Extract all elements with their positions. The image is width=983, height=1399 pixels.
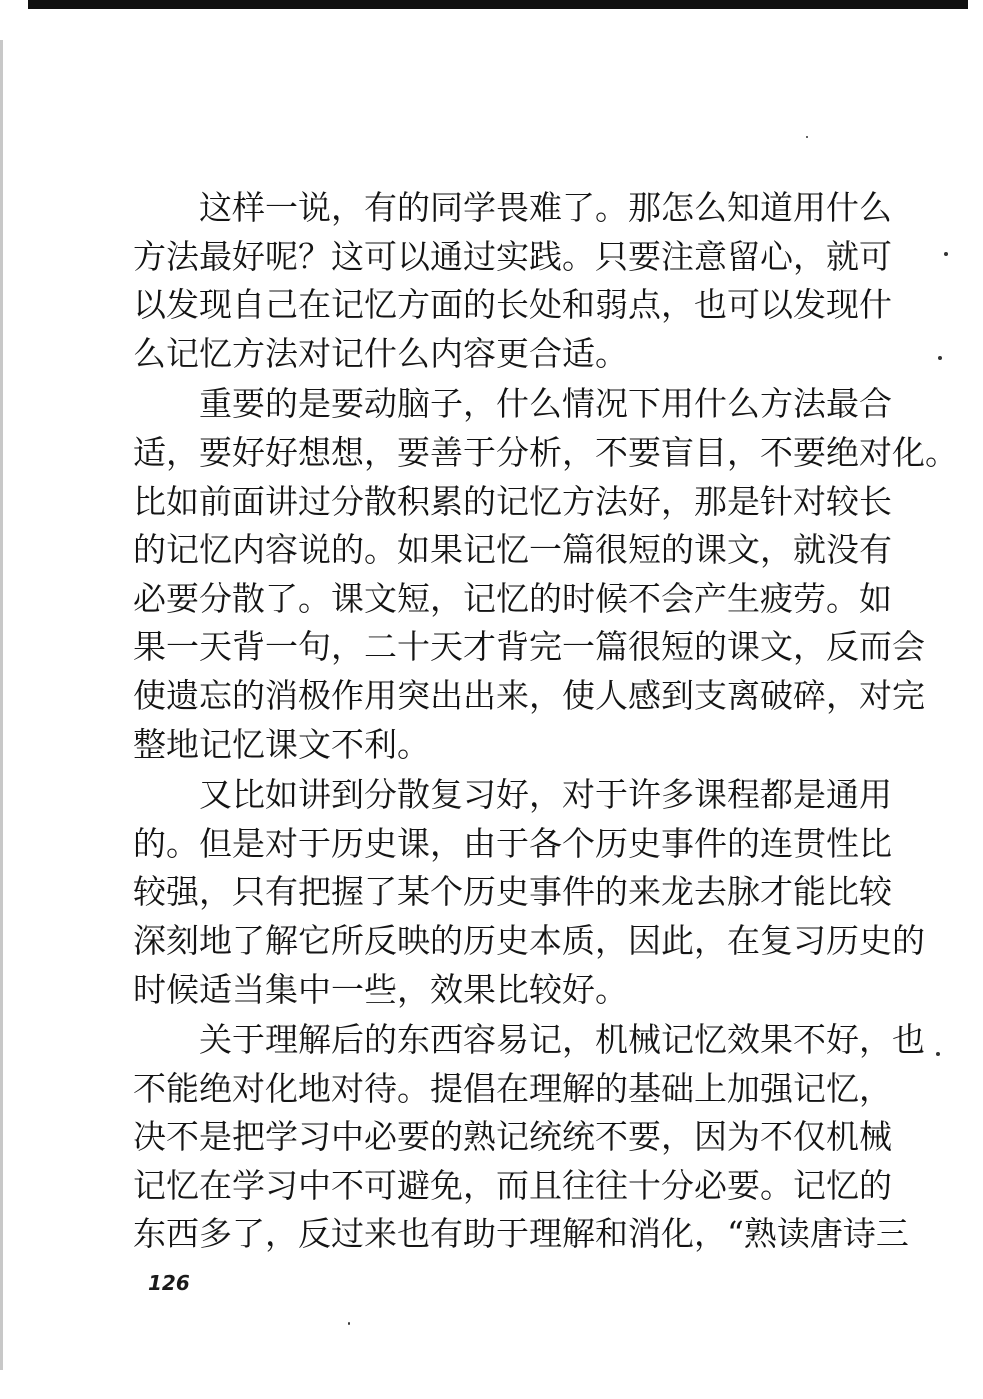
- text-line: 又比如讲到分散复习好，对于许多课程都是通用: [199, 775, 892, 815]
- paragraph-3: [133, 771, 925, 1014]
- paragraph-4: [133, 1016, 925, 1259]
- text-line: 比如前面讲过分散积累的记忆方法好，那是针对较长: [133, 481, 892, 521]
- text-line: 的记忆内容说的。如果记忆一篇很短的课文，就没有: [133, 530, 892, 570]
- scan-speck: [806, 136, 808, 138]
- text-line: 果一天背一句，二十天才背完一篇很短的课文，反而会: [133, 627, 925, 667]
- scan-speck: [938, 356, 942, 360]
- scan-speck: [348, 1322, 350, 1325]
- page-left-edge: [0, 40, 3, 1370]
- text-line: 记忆在学习中不可避免，而且往往十分必要。记忆的: [133, 1165, 892, 1205]
- text-line: 么记忆方法对记什么内容更合适。: [133, 333, 628, 373]
- page-number: 126: [148, 1271, 190, 1295]
- text-line: 必要分散了。课文短，记忆的时候不会产生疲劳。如: [133, 578, 892, 618]
- scan-speck: [944, 252, 948, 256]
- scan-speck: [936, 1052, 940, 1056]
- text-line: 这样一说，有的同学畏难了。那怎么知道用什么: [199, 188, 892, 227]
- body-text: [133, 184, 958, 1261]
- text-line: 时候适当集中一些，效果比较好。: [133, 969, 628, 1009]
- text-line: 的。但是对于历史课，由于各个历史事件的连贯性比: [133, 823, 892, 863]
- paragraph-2: [133, 380, 958, 769]
- text-line: 关于理解后的东西容易记，机械记忆效果不好，也: [199, 1020, 925, 1060]
- text-line: 重要的是要动脑子，什么情况下用什么方法最合: [199, 384, 892, 424]
- text-line: 较强，只有把握了某个历史事件的来龙去脉才能比较: [133, 872, 892, 912]
- text-line: 方法最好呢？这可以通过实践。只要注意留心，就可: [133, 236, 892, 276]
- text-line: 使遗忘的消极作用突出出来，使人感到支离破碎，对完: [133, 675, 925, 715]
- text-line: 不能绝对化地对待。提倡在理解的基础上加强记忆，: [133, 1068, 892, 1108]
- text-line: 以发现自己在记忆方面的长处和弱点，也可以发现什: [133, 285, 892, 325]
- top-rule: [28, 0, 968, 9]
- text-line: 东西多了，反过来也有助于理解和消化，“熟读唐诗三: [133, 1214, 909, 1254]
- text-line: 深刻地了解它所反映的历史本质，因此，在复习历史的: [133, 920, 925, 960]
- text-line: 整地记忆课文不利。: [133, 724, 430, 764]
- text-line: 决不是把学习中必要的熟记统统不要，因为不仅机械: [133, 1117, 892, 1157]
- text-line: 适，要好好想想，要善于分析，不要盲目，不要绝对化。: [133, 432, 958, 472]
- paragraph-1: [133, 184, 892, 378]
